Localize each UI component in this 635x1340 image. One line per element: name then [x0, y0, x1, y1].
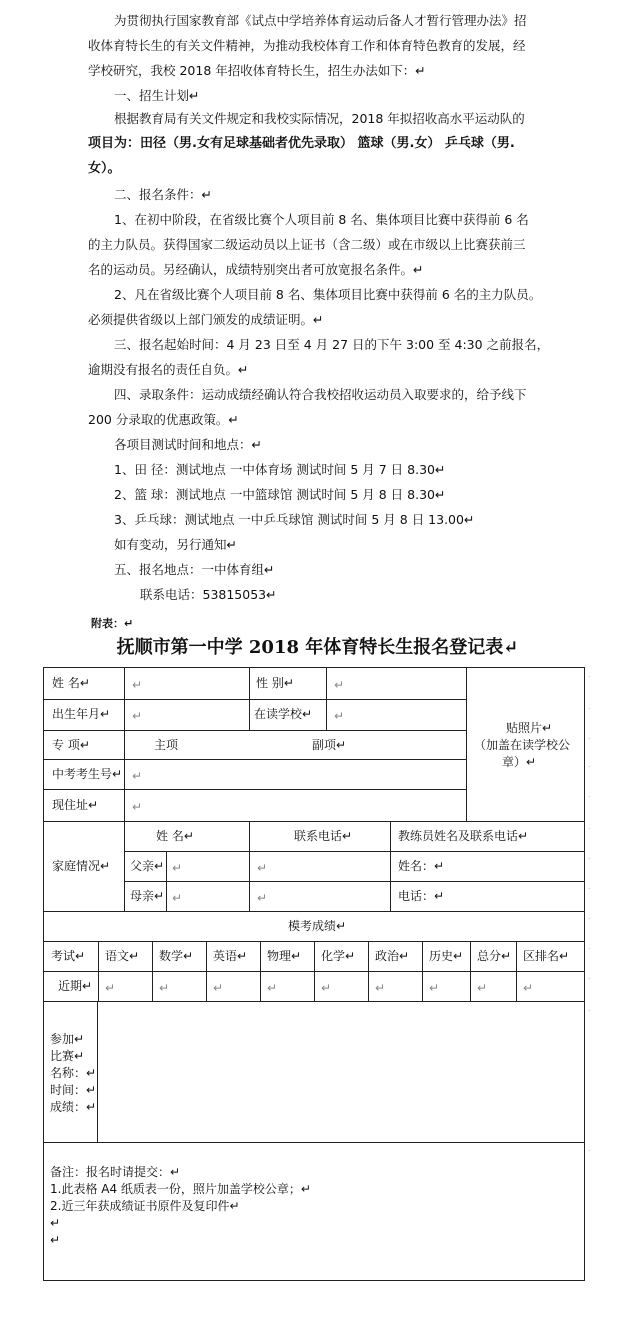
subject-header: 数学↵ [159, 949, 194, 963]
paragraph-line: 各项目测试时间和地点：↵ [114, 437, 262, 452]
note-line: ↵ [50, 1216, 61, 1230]
paragraph-line: 联系电话：53815053↵ [140, 587, 277, 602]
competition-line: 参加↵ [50, 1032, 85, 1046]
paragraph-line: 根据教育局有关文件规定和我校实际情况，2018 年拟招收高水平运动队的 [114, 111, 525, 126]
score-field[interactable]: ↵ [375, 981, 386, 995]
paragraph-line: 必须提供省级以上部门颁发的成绩证明。↵ [88, 312, 324, 327]
note-line: 1.此表格 A4 纸质表一份，照片加盖学校公章；↵ [50, 1182, 311, 1196]
paragraph-line: 200 分录取的优惠政策。↵ [88, 412, 239, 427]
score-field[interactable]: ↵ [105, 981, 116, 995]
photo-label: 贴照片↵ [506, 721, 553, 735]
birth-label: 出生年月↵ [52, 707, 111, 721]
paragraph-line: 四、录取条件：运动成绩经确认符合我校招收运动员入取要求的，给予线下 [114, 387, 527, 402]
paragraph-line: 名的运动员。另经确认，成绩特别突出者可放宽报名条件。↵ [88, 262, 424, 277]
paragraph-line: 1、田 径：测试地点 一中体育场 测试时间 5 月 7 日 8.30↵ [114, 462, 446, 477]
competition-line: 名称：↵ [50, 1066, 97, 1080]
address-field[interactable]: ↵ [132, 800, 143, 814]
subject-header: 历史↵ [429, 949, 464, 963]
subject-header: 物理↵ [267, 949, 302, 963]
paragraph-line: 1、在初中阶段，在省级比赛个人项目前 8 名、集体项目比赛中获得前 6 名 [114, 212, 529, 227]
note-line: 2.近三年获成绩证书原件及复印件↵ [50, 1199, 240, 1213]
score-field[interactable]: ↵ [267, 981, 278, 995]
subject-header: 语文↵ [105, 949, 140, 963]
paragraph-line: 一、招生计划↵ [114, 88, 200, 103]
paragraph-line: 2、篮 球：测试地点 一中篮球馆 测试时间 5 月 8 日 8.30↵ [114, 487, 446, 502]
paragraph-line: 五、报名地点：一中体育组↵ [114, 562, 275, 577]
paragraph-line: 为贯彻执行国家教育部《试点中学培养体育运动后备人才暂行管理办法》招 [114, 13, 527, 28]
score-field[interactable]: ↵ [321, 981, 332, 995]
photo-note: （加盖在读学校公 [474, 738, 571, 752]
address-label: 现住址↵ [52, 798, 99, 812]
name-label: 姓 名↵ [52, 676, 90, 690]
paragraph-line: 的主力队员。获得国家二级运动员以上证书（含二级）或在市级以上比赛获前三 [88, 237, 526, 252]
mother-name-field[interactable]: ↵ [172, 891, 183, 905]
paragraph-line: 如有变动，另行通知↵ [114, 537, 237, 552]
main-event-label: 主项 [154, 738, 179, 752]
score-field[interactable]: ↵ [477, 981, 488, 995]
paragraph-line: 逾期没有报名的责任自负。↵ [88, 362, 249, 377]
name-field[interactable]: ↵ [132, 678, 143, 692]
subject-header: 区排名↵ [523, 949, 570, 963]
sub-event-label: 副项↵ [312, 738, 347, 752]
annex-label: 附表：↵ [91, 617, 134, 630]
paragraph-line: 二、报名条件：↵ [114, 187, 212, 202]
subject-header: 英语↵ [213, 949, 248, 963]
gender-label: 性 别↵ [256, 676, 294, 690]
subject-header: 总分↵ [477, 949, 512, 963]
note-line: 备注：报名时请提交：↵ [50, 1165, 181, 1179]
event-label: 专 项↵ [52, 738, 90, 752]
subject-header: 考试↵ [51, 949, 86, 963]
paragraph-line: 女）。 [88, 161, 121, 176]
photo-note-end: 章）↵ [502, 755, 537, 769]
gender-field[interactable]: ↵ [334, 678, 345, 692]
paragraph-line: 收体育特长生的有关文件精神，为推动我校体育工作和体育特色教育的发展，经 [88, 38, 526, 53]
registration-form [43, 667, 585, 1281]
school-field[interactable]: ↵ [334, 709, 345, 723]
paragraph-line: 项目为：田径（男.女有足球基础者优先录取） 篮球（男.女） 乒乓球（男. [88, 136, 515, 151]
score-field[interactable]: ↵ [523, 981, 534, 995]
score-field[interactable]: ↵ [213, 981, 224, 995]
score-field[interactable]: ↵ [429, 981, 440, 995]
family-label: 家庭情况↵ [52, 859, 111, 873]
birth-field[interactable]: ↵ [132, 709, 143, 723]
score-field[interactable]: ↵ [159, 981, 170, 995]
exam-no-label: 中考考生号↵ [52, 767, 123, 781]
recent-label: 近期↵ [58, 979, 93, 993]
mother-phone-field[interactable]: ↵ [257, 891, 268, 905]
competition-line: 成绩：↵ [50, 1100, 97, 1114]
subject-header: 化学↵ [321, 949, 356, 963]
coach-phone-label: 电话：↵ [398, 889, 445, 903]
subject-header: 政治↵ [375, 949, 410, 963]
family-phone-col: 联系电话↵ [294, 829, 353, 843]
paragraph-line: 2、凡在省级比赛个人项目前 8 名、集体项目比赛中获得前 6 名的主力队员。 [114, 287, 542, 302]
exam-no-field[interactable]: ↵ [132, 769, 143, 783]
competition-line: 时间：↵ [50, 1083, 97, 1097]
paragraph-line: 三、报名起始时间：4 月 23 日至 4 月 27 日的下午 3:00 至 4:30 之前报名， [114, 337, 550, 352]
paragraph-line: 学校研究，我校 2018 年招收体育特长生，招生办法如下：↵ [88, 63, 426, 78]
school-label: 在读学校↵ [254, 707, 313, 721]
father-name-field[interactable]: ↵ [172, 861, 183, 875]
father-label: 父亲↵ [130, 859, 165, 873]
coach-name-label: 姓名：↵ [398, 859, 445, 873]
competition-line: 比赛↵ [50, 1049, 85, 1063]
mother-label: 母亲↵ [130, 889, 165, 903]
note-line: ↵ [50, 1233, 61, 1247]
coach-col: 教练员姓名及联系电话↵ [398, 829, 529, 843]
form-title: 抚顺市第一中学 2018 年体育特长生报名登记表↵ [116, 637, 519, 658]
father-phone-field[interactable]: ↵ [257, 861, 268, 875]
family-name-col: 姓 名↵ [156, 829, 194, 843]
paragraph-line: 3、乒乓球：测试地点 一中乒乓球馆 测试时间 5 月 8 日 13.00↵ [114, 512, 475, 527]
mock-label: 模考成绩↵ [288, 919, 347, 933]
